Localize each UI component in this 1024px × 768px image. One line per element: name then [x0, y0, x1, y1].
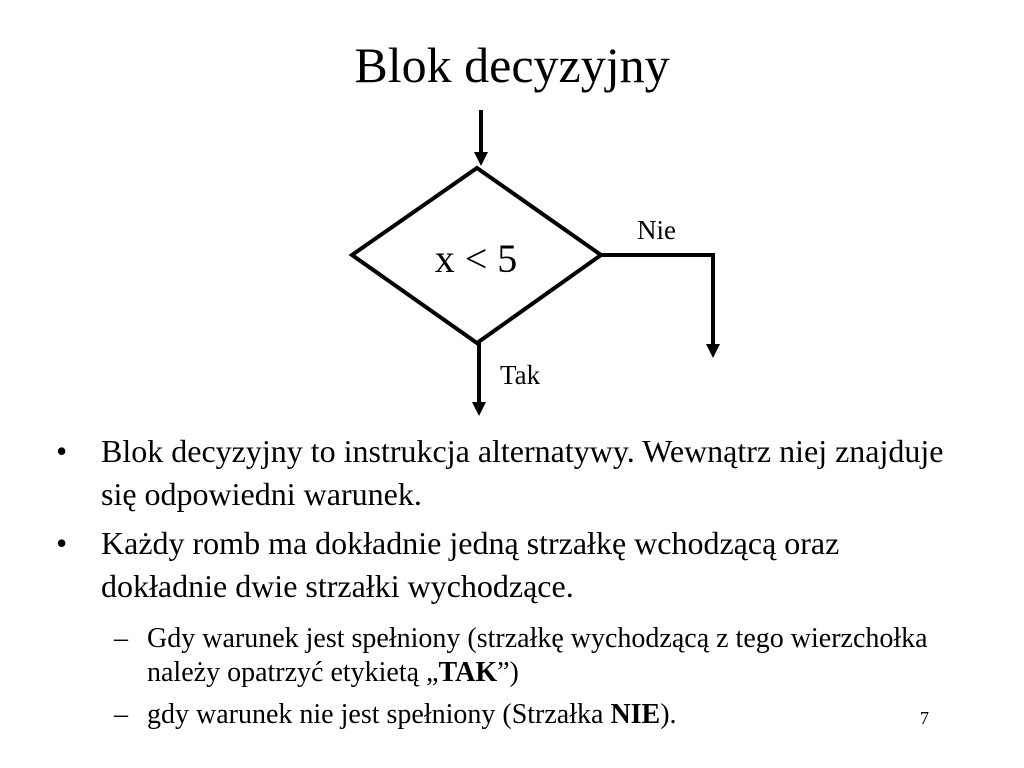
- false-branch-arrowhead: [706, 344, 720, 358]
- page-number: 7: [920, 708, 929, 728]
- subbullet-bold-text: TAK: [438, 657, 498, 688]
- bullet-text: Blok decyzyjny to instrukcja alternatywy. Wewnątrz niej znajduje się odpowiedni warunek.: [101, 433, 944, 512]
- subbullet-item: [114, 622, 937, 690]
- condition-text: x < 5: [434, 236, 518, 281]
- slide-title: Blok decyzyjny: [354, 37, 670, 93]
- true-branch-label: Tak: [500, 360, 541, 390]
- subbullet-marker: –: [114, 623, 128, 654]
- true-branch-arrowhead: [472, 402, 486, 416]
- subbullet-text: gdy warunek nie jest spełniony (Strzałka: [147, 699, 611, 730]
- bullet-list: [54, 430, 954, 614]
- subbullet-marker: –: [114, 699, 128, 730]
- subbullet-bold-text: NIE: [610, 699, 661, 730]
- subbullet-item: [114, 698, 937, 732]
- false-branch-line: [601, 255, 713, 344]
- bullet-item: [54, 522, 954, 608]
- false-branch-label: Nie: [637, 215, 676, 245]
- incoming-arrowhead: [474, 152, 488, 166]
- bullet-marker: •: [56, 525, 68, 561]
- bullet-item: [54, 430, 954, 516]
- subbullet-text: Gdy warunek jest spełniony (strzałkę wychodzącą z tego wierzchołka należy opatrzyć etykietą „: [147, 623, 928, 688]
- subbullet-text-end: ”): [497, 657, 519, 688]
- subbullet-text-end: ).: [660, 699, 677, 730]
- bullet-marker: •: [56, 433, 68, 469]
- bullet-text: Każdy romb ma dokładnie jedną strzałkę wchodzącą oraz dokładnie dwie strzałki wychodzące.: [101, 525, 840, 604]
- subbullet-list: [114, 622, 937, 740]
